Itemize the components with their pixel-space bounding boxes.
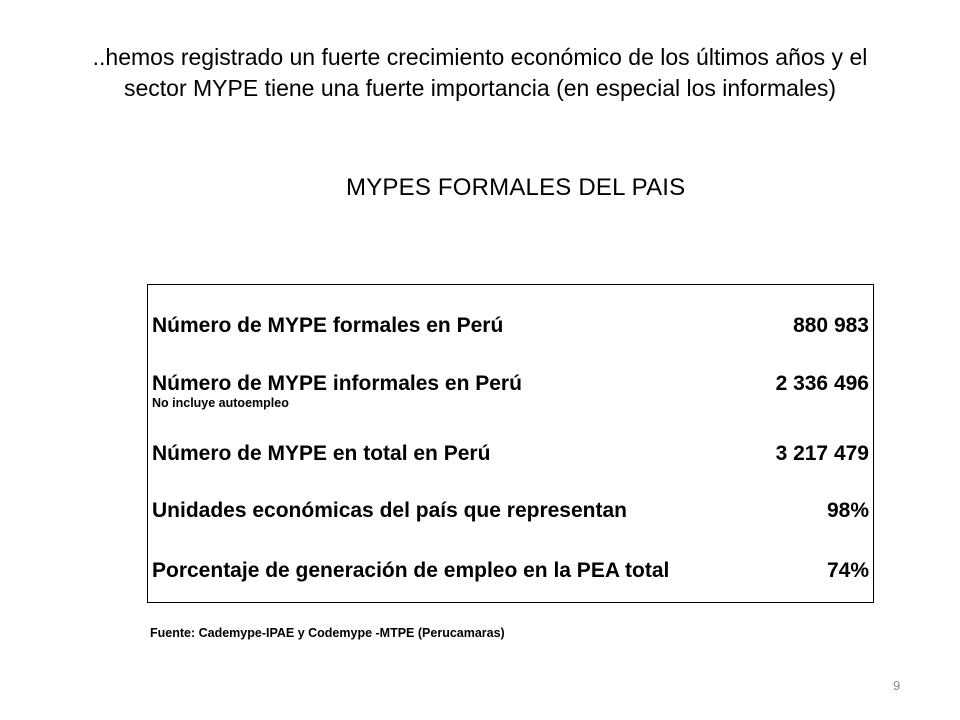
row-value: 880 983 [793,314,869,337]
data-table [147,284,874,603]
row-label: Número de MYPE informales en Perú [152,372,522,395]
row-label: Unidades económicas del país que representan [152,499,627,522]
table-title: MYPES FORMALES DEL PAIS [346,174,686,201]
row-label: Porcentaje de generación de empleo en la PEA total [152,559,670,582]
row-value: 2 336 496 [775,372,869,395]
row-label: Número de MYPE en total en Perú [152,442,491,465]
row-note: No incluye autoempleo [152,396,289,410]
page-number: 9 [893,678,901,693]
slide-title: ..hemos registrado un fuerte crecimiento económico de los últimos años y el sector MYPE tiene una fuerte importancia (en especial los informales) [92,44,868,101]
row-value: 3 217 479 [775,442,869,465]
row-value: 74% [826,559,869,582]
source-citation: Fuente: Cademype-IPAE y Codemype -MTPE (Perucamaras) [150,626,505,640]
row-value: 98% [826,499,869,522]
row-label: Número de MYPE formales en Perú [152,314,504,337]
